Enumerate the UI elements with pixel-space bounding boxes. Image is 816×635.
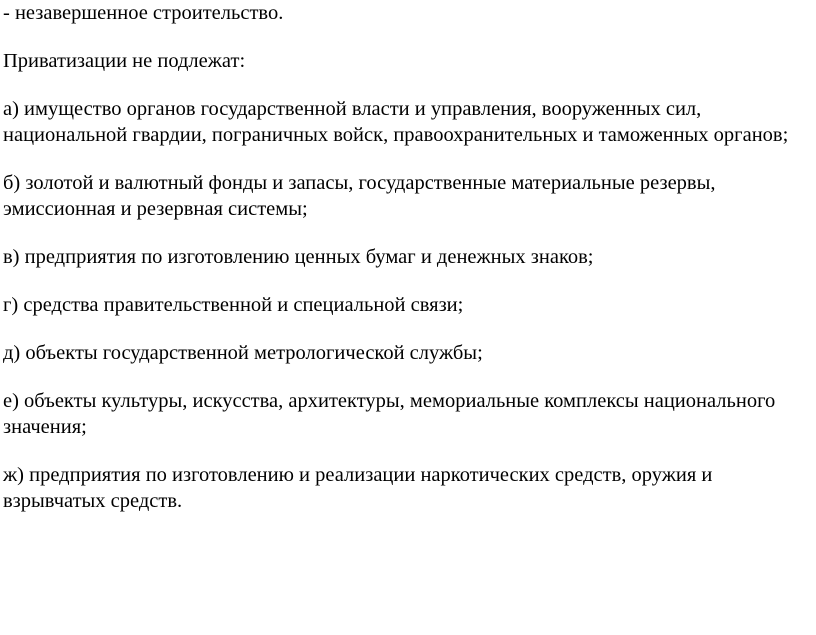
list-item-zh: ж) предприятия по изготовлению и реализации наркотических средств, оружия и взрывчатых средств. [3, 464, 713, 512]
list-heading: Приватизации не подлежат: [3, 50, 246, 72]
list-item-g: г) средства правительственной и специальной связи; [3, 294, 464, 316]
list-item-e: е) объекты культуры, искусства, архитектуры, мемориальные комплексы национального значения; [3, 390, 776, 438]
list-item-b: б) золотой и валютный фонды и запасы, государственные материальные резервы, эмиссионная и резервная системы; [3, 172, 716, 220]
list-item-v: в) предприятия по изготовлению ценных бумаг и денежных знаков; [3, 246, 594, 268]
list-item-d: д) объекты государственной метрологической службы; [3, 342, 483, 364]
lead-item: - незавершенное строительство. [3, 2, 284, 24]
list-item-a: а) имущество органов государственной власти и управления, вооруженных сил, национальной гвардии, пограничных войск, правоохранительных и таможенных органов; [3, 98, 789, 146]
